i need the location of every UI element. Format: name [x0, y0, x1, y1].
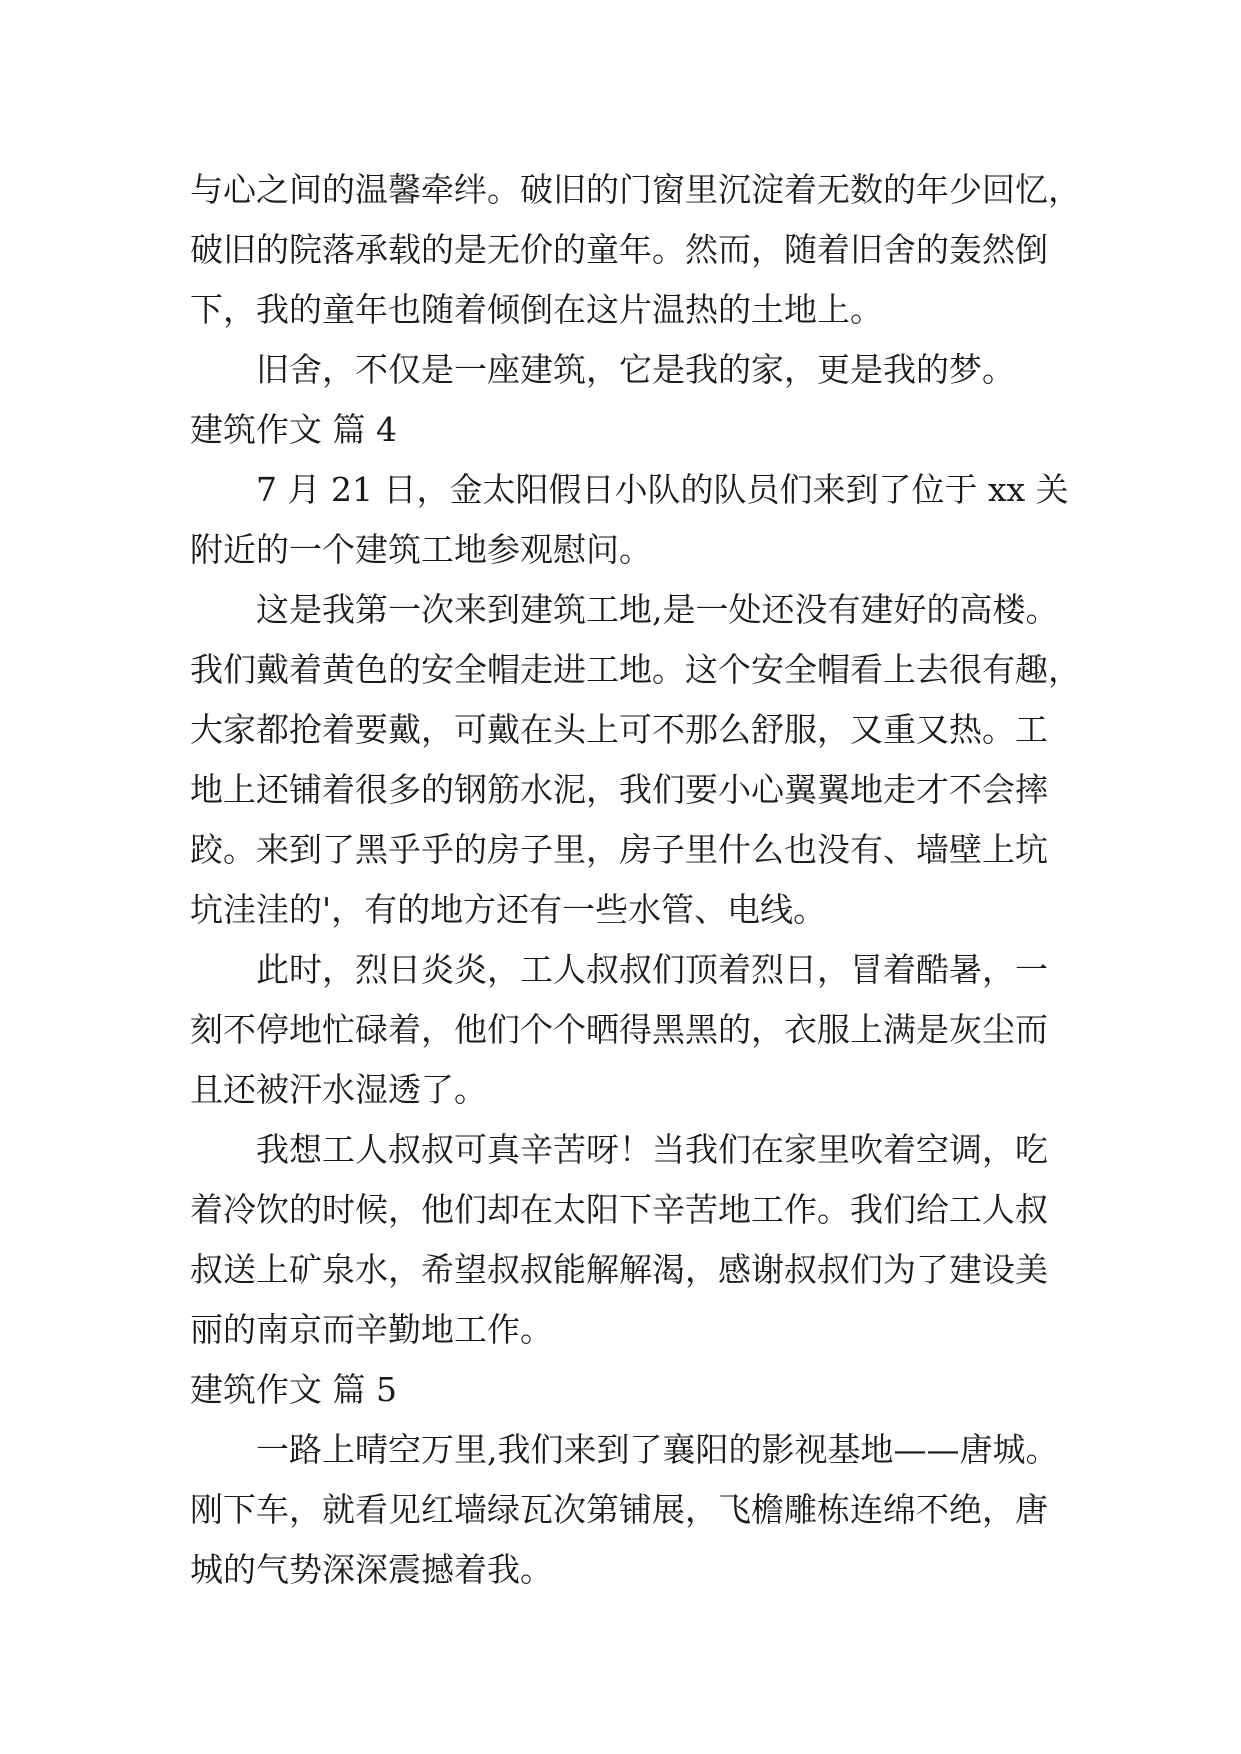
section-title-4: 建筑作文 篇 4: [190, 410, 397, 449]
paragraph-line: 坑洼洼的'，有的地方还有一些水管、电线。: [190, 890, 827, 929]
paragraph-line: 旧舍，不仅是一座建筑，它是我的家，更是我的梦。: [256, 350, 1015, 389]
paragraph-line: 此时，烈日炎炎，工人叔叔们顶着烈日，冒着酷暑，一: [256, 950, 1048, 989]
paragraph-line: 刻不停地忙碌着，他们个个晒得黑黑的，衣服上满是灰尘而: [190, 1010, 1048, 1049]
paragraph-line: 下，我的童年也随着倾倒在这片温热的土地上。: [190, 290, 883, 329]
paragraph-line: 一路上晴空万里,我们来到了襄阳的影视基地——唐城。: [256, 1430, 1059, 1469]
paragraph-line: 叔送上矿泉水，希望叔叔能解解渴，感谢叔叔们为了建设美: [190, 1250, 1048, 1289]
paragraph-line: 跤。来到了黑乎乎的房子里，房子里什么也没有、墙壁上坑: [190, 830, 1048, 869]
document-body: [190, 160, 1090, 1600]
paragraph-line: 与心之间的温馨牵绊。破旧的门窗里沉淀着无数的年少回忆，: [190, 170, 1081, 209]
paragraph-line: 着冷饮的时候，他们却在太阳下辛苦地工作。我们给工人叔: [190, 1190, 1048, 1229]
paragraph-line: 破旧的院落承载的是无价的童年。然而，随着旧舍的轰然倒: [190, 230, 1048, 269]
paragraph-line: 附近的一个建筑工地参观慰问。: [190, 530, 652, 569]
paragraph-line: 地上还铺着很多的钢筋水泥，我们要小心翼翼地走才不会摔: [190, 770, 1048, 809]
paragraph-line: 这是我第一次来到建筑工地,是一处还没有建好的高楼。: [256, 590, 1059, 629]
section-title-5: 建筑作文 篇 5: [190, 1370, 397, 1409]
paragraph-line: 且还被汗水湿透了。: [190, 1070, 487, 1109]
paragraph-line: 刚下车，就看见红墙绿瓦次第铺展，飞檐雕栋连绵不绝，唐: [190, 1490, 1048, 1529]
paragraph-line: 丽的南京而辛勤地工作。: [190, 1310, 553, 1349]
paragraph-line: 城的气势深深震撼着我。: [190, 1550, 553, 1589]
paragraph-line: 7 月 21 日，金太阳假日小队的队员们来到了位于 xx 关: [256, 470, 1069, 509]
paragraph-line: 我想工人叔叔可真辛苦呀！当我们在家里吹着空调，吃: [256, 1130, 1048, 1169]
paragraph-line: 大家都抢着要戴，可戴在头上可不那么舒服，又重又热。工: [190, 710, 1048, 749]
paragraph-line: 我们戴着黄色的安全帽走进工地。这个安全帽看上去很有趣，: [190, 650, 1081, 689]
